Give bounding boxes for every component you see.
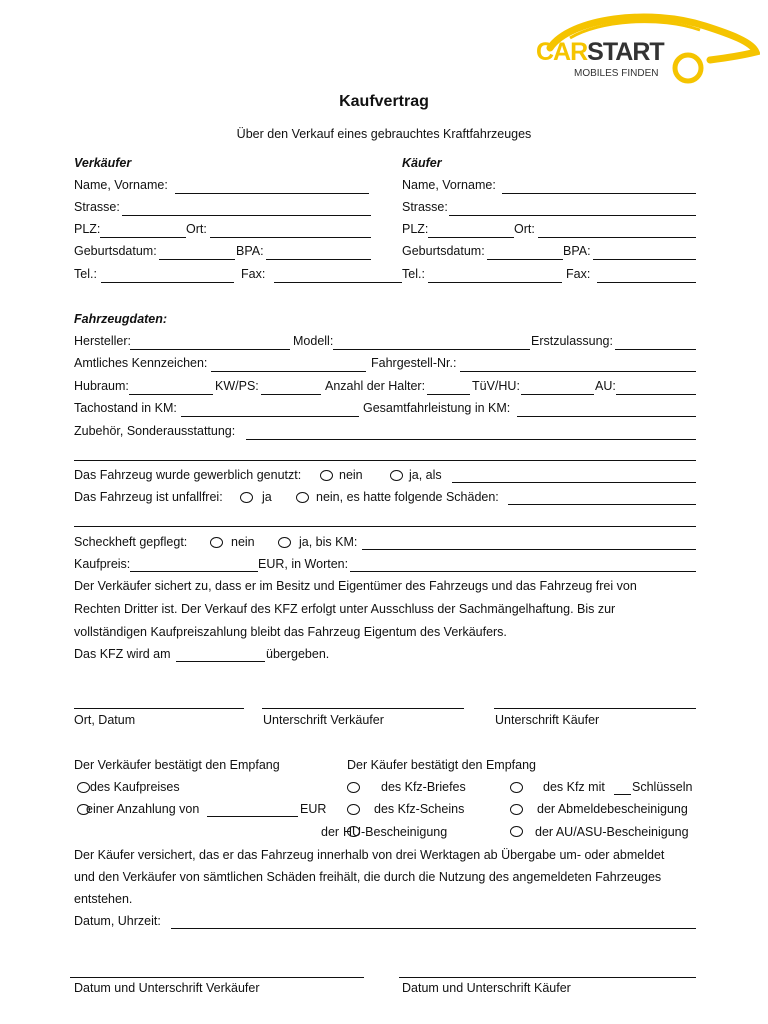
verk-name-label: Name, Vorname: bbox=[74, 178, 168, 192]
sig2-verkaeufer-field[interactable] bbox=[70, 977, 364, 978]
verk-ort-label: Ort: bbox=[186, 222, 207, 236]
kauf-tel-field[interactable] bbox=[428, 282, 562, 283]
page-title: Kaufvertrag bbox=[339, 93, 429, 110]
halter-label: Anzahl der Halter: bbox=[325, 379, 426, 393]
hubraum-field[interactable] bbox=[129, 394, 213, 395]
schaeden-field-2[interactable] bbox=[74, 526, 696, 527]
verk-plz-label: PLZ: bbox=[74, 222, 101, 236]
kaufpreises-label: des Kaufpreises bbox=[90, 780, 180, 794]
eur-worte-label: EUR, in Worten: bbox=[258, 557, 349, 571]
zubehoer-label: Zubehör, Sonderausstattung: bbox=[74, 424, 236, 438]
fahrzeug-heading: Fahrzeugdaten: bbox=[74, 312, 168, 326]
anzahlung-eur-label: EUR bbox=[300, 802, 327, 816]
schaeden-field[interactable] bbox=[508, 504, 696, 505]
hersteller-field[interactable] bbox=[130, 349, 290, 350]
carstart-logo bbox=[530, 8, 760, 88]
uebergabe-label-a: Das KFZ wird am bbox=[74, 647, 171, 661]
verk-bpa-field[interactable] bbox=[266, 259, 371, 260]
scheckheft-ja-label: ja, bis KM: bbox=[299, 535, 358, 549]
scheins-radio[interactable] bbox=[347, 804, 360, 815]
clause-line-1: Der Verkäufer sichert zu, dass er im Besitz und Eigentümer des Fahrzeugs und das Fahrzeug frei von bbox=[74, 579, 637, 593]
verk-tel-label: Tel.: bbox=[74, 267, 97, 281]
hu-label-a: der bbox=[321, 825, 340, 839]
scheckheft-km-field[interactable] bbox=[362, 549, 696, 550]
eur-worte-field[interactable] bbox=[350, 571, 696, 572]
kauf-tel-label: Tel.: bbox=[402, 267, 425, 281]
verk-bpa-label: BPA: bbox=[236, 244, 264, 258]
kennzeichen-label: Amtliches Kennzeichen: bbox=[74, 356, 208, 370]
modell-label: Modell: bbox=[293, 334, 334, 348]
kauf-empfang-heading: Der Käufer bestätigt den Empfang bbox=[347, 758, 537, 772]
sig2-kaeufer-label: Datum und Unterschrift Käufer bbox=[402, 981, 571, 995]
gewerblich-ja-radio[interactable] bbox=[390, 470, 403, 481]
unterschrift-verkaeufer-field[interactable] bbox=[262, 708, 464, 709]
zubehoer-field[interactable] bbox=[246, 439, 696, 440]
kauf-strasse-field[interactable] bbox=[449, 215, 696, 216]
verk-fax-label: Fax: bbox=[241, 267, 266, 281]
kauf-name-field[interactable] bbox=[502, 193, 696, 194]
ort-datum-label: Ort, Datum bbox=[74, 713, 136, 727]
auasu-label: der AU/ASU-Bescheinigung bbox=[535, 825, 689, 839]
schluessel-label-a: des Kfz mit bbox=[543, 780, 605, 794]
versicherung-line-2: und den Verkäufer von sämtlichen Schäden freihält, die durch die Nutzung des angemeldeten Fahrzeuges bbox=[74, 870, 662, 884]
verk-ort-field[interactable] bbox=[210, 237, 371, 238]
scheckheft-nein-radio[interactable] bbox=[210, 537, 223, 548]
kauf-strasse-label: Strasse: bbox=[402, 200, 448, 214]
unterschrift-kaeufer-field[interactable] bbox=[494, 708, 696, 709]
schluessel-count-field[interactable] bbox=[614, 794, 631, 795]
kwps-field[interactable] bbox=[261, 394, 321, 395]
fahrgestell-field[interactable] bbox=[460, 371, 696, 372]
scheins-label: des Kfz-Scheins bbox=[374, 802, 465, 816]
kauf-geburtsdatum-field[interactable] bbox=[487, 259, 563, 260]
versicherung-line-1: Der Käufer versichert, das er das Fahrzeug innerhalb von drei Werktagen ab Übergabe um- oder abmeldet bbox=[74, 848, 665, 862]
kauf-bpa-label: BPA: bbox=[563, 244, 591, 258]
clause-line-2: Rechten Dritter ist. Der Verkauf des KFZ erfolgt unter Ausschluss der Sachmängelhaftung. Bis zur bbox=[74, 602, 616, 616]
kaufpreises-radio[interactable] bbox=[77, 782, 90, 793]
kauf-fax-field[interactable] bbox=[597, 282, 696, 283]
scheckheft-ja-radio[interactable] bbox=[278, 537, 291, 548]
gewerblich-ja-field[interactable] bbox=[452, 482, 696, 483]
scheckheft-label: Scheckheft gepflegt: bbox=[74, 535, 188, 549]
clause-line-3: vollständigen Kaufpreiszahlung bleibt das Fahrzeug Eigentum des Verkäufers. bbox=[74, 625, 507, 639]
gewerblich-nein-label: nein bbox=[339, 468, 363, 482]
schluessel-radio[interactable] bbox=[510, 782, 523, 793]
gewerblich-ja-label: ja, als bbox=[409, 468, 442, 482]
hu-label-c: -Bescheinigung bbox=[361, 825, 448, 839]
verk-name-field[interactable] bbox=[175, 193, 369, 194]
abmelde-radio[interactable] bbox=[510, 804, 523, 815]
unfallfrei-ja-radio[interactable] bbox=[240, 492, 253, 503]
schluessel-label-b: Schlüsseln bbox=[632, 780, 693, 794]
unfallfrei-nein-radio[interactable] bbox=[296, 492, 309, 503]
kwps-label: KW/PS: bbox=[215, 379, 259, 393]
kauf-bpa-field[interactable] bbox=[593, 259, 696, 260]
erstzulassung-label: Erstzulassung: bbox=[531, 334, 613, 348]
uebergabe-label-b: übergeben. bbox=[266, 647, 330, 661]
kauf-plz-label: PLZ: bbox=[402, 222, 429, 236]
kauf-geburtsdatum-label: Geburtsdatum: bbox=[402, 244, 485, 258]
briefes-radio[interactable] bbox=[347, 782, 360, 793]
kennzeichen-field[interactable] bbox=[211, 371, 366, 372]
auasu-radio[interactable] bbox=[510, 826, 523, 837]
verk-strasse-field[interactable] bbox=[122, 215, 371, 216]
au-label: AU: bbox=[595, 379, 616, 393]
hersteller-label: Hersteller: bbox=[74, 334, 131, 348]
briefes-label: des Kfz-Briefes bbox=[381, 780, 466, 794]
gewerblich-nein-radio[interactable] bbox=[320, 470, 333, 481]
zubehoer-field-2[interactable] bbox=[74, 460, 696, 461]
verk-tel-field[interactable] bbox=[101, 282, 234, 283]
kaufpreis-label: Kaufpreis: bbox=[74, 557, 131, 571]
unterschrift-kaeufer-label: Unterschrift Käufer bbox=[495, 713, 600, 727]
au-field[interactable] bbox=[616, 394, 696, 395]
tachostand-field[interactable] bbox=[181, 416, 359, 417]
uebergabe-date-field[interactable] bbox=[176, 661, 265, 662]
tuev-label: TüV/HU: bbox=[472, 379, 520, 393]
erstzulassung-field[interactable] bbox=[615, 349, 696, 350]
sig2-verkaeufer-label: Datum und Unterschrift Verkäufer bbox=[74, 981, 260, 995]
gewerblich-label: Das Fahrzeug wurde gewerblich genutzt: bbox=[74, 468, 302, 482]
verk-geburtsdatum-field[interactable] bbox=[159, 259, 235, 260]
modell-field[interactable] bbox=[333, 349, 530, 350]
datum-uhrzeit-field[interactable] bbox=[171, 928, 696, 929]
kauf-ort-field[interactable] bbox=[538, 237, 696, 238]
kauf-ort-label: Ort: bbox=[514, 222, 535, 236]
unfallfrei-ja-label: ja bbox=[262, 490, 272, 504]
logo-word: CARSTART bbox=[536, 38, 664, 66]
anzahlung-label: einer Anzahlung von bbox=[86, 802, 200, 816]
fahrgestell-label: Fahrgestell-Nr.: bbox=[371, 356, 457, 370]
ort-datum-field[interactable] bbox=[74, 708, 244, 709]
hu-label-b: HU bbox=[343, 825, 362, 839]
verkaeufer-heading: Verkäufer bbox=[74, 156, 132, 170]
verk-empfang-heading: Der Verkäufer bestätigt den Empfang bbox=[74, 758, 280, 772]
tuev-field[interactable] bbox=[521, 394, 594, 395]
tachostand-label: Tachostand in KM: bbox=[74, 401, 177, 415]
kauf-fax-label: Fax: bbox=[566, 267, 591, 281]
kauf-plz-field[interactable] bbox=[428, 237, 514, 238]
verk-fax-field[interactable] bbox=[274, 282, 402, 283]
verk-geburtsdatum-label: Geburtsdatum: bbox=[74, 244, 157, 258]
hubraum-label: Hubraum: bbox=[74, 379, 129, 393]
anzahlung-field[interactable] bbox=[207, 816, 298, 817]
page-subtitle: Über den Verkauf eines gebrauchtes Kraftfahrzeuges bbox=[236, 127, 532, 141]
sig2-kaeufer-field[interactable] bbox=[399, 977, 696, 978]
gesamt-field[interactable] bbox=[517, 416, 696, 417]
gesamt-label: Gesamtfahrleistung in KM: bbox=[363, 401, 511, 415]
verk-plz-field[interactable] bbox=[100, 237, 186, 238]
logo-tagline: MOBILES FINDEN bbox=[574, 68, 659, 79]
abmelde-label: der Abmeldebescheinigung bbox=[537, 802, 688, 816]
datum-uhrzeit-label: Datum, Uhrzeit: bbox=[74, 914, 161, 928]
scheckheft-nein-label: nein bbox=[231, 535, 255, 549]
unterschrift-verkaeufer-label: Unterschrift Verkäufer bbox=[263, 713, 384, 727]
kauf-name-label: Name, Vorname: bbox=[402, 178, 496, 192]
unfallfrei-label: Das Fahrzeug ist unfallfrei: bbox=[74, 490, 223, 504]
kaeufer-heading: Käufer bbox=[402, 156, 442, 170]
halter-field[interactable] bbox=[427, 394, 470, 395]
verk-strasse-label: Strasse: bbox=[74, 200, 120, 214]
unfallfrei-nein-label: nein, es hatte folgende Schäden: bbox=[316, 490, 499, 504]
versicherung-line-3: entstehen. bbox=[74, 892, 133, 906]
kaufpreis-field[interactable] bbox=[130, 571, 258, 572]
